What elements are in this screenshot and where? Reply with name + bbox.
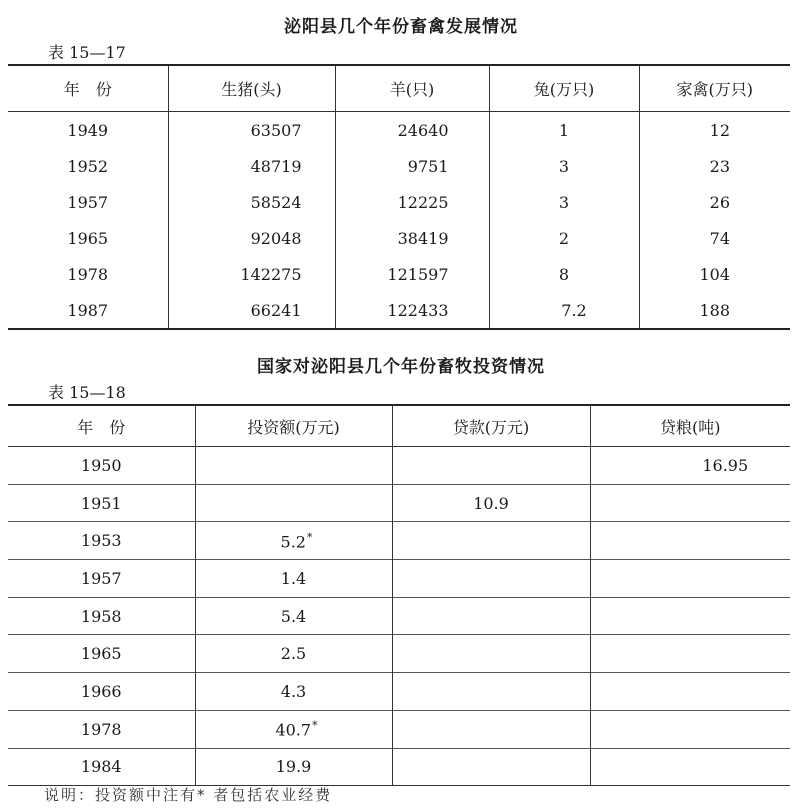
cell-year: 1949 xyxy=(67,120,109,140)
cell-grain-loan xyxy=(590,673,790,711)
table-row xyxy=(8,292,790,329)
cell-poultry: 188 xyxy=(639,292,790,329)
table2-label: 表 15—18 xyxy=(48,383,126,402)
cell-sheep: 38419 xyxy=(335,220,489,256)
cell-poultry: 104 xyxy=(639,256,790,292)
cell-grain-loan xyxy=(590,484,790,522)
header-sheep: 羊(只) xyxy=(335,65,489,112)
cell-investment xyxy=(195,447,392,485)
table2-title: 国家对泌阳县几个年份畜牧投资情况 xyxy=(257,357,545,377)
investment-value: 40.7 xyxy=(275,720,312,740)
cell-year: 1965 xyxy=(67,228,109,248)
cell-rabbits: 8 xyxy=(489,256,639,292)
header-investment: 投资额(万元) xyxy=(195,405,392,447)
cell-pigs: 48719 xyxy=(168,148,335,184)
cell-sheep: 24640 xyxy=(335,112,489,149)
cell-investment: 5.4 xyxy=(195,597,392,635)
table-row xyxy=(8,256,790,292)
cell-investment: 19.9 xyxy=(195,748,392,786)
table-header-row xyxy=(8,65,790,112)
cell-grain-loan xyxy=(590,635,790,673)
cell-year: 1978 xyxy=(67,264,109,284)
table-row xyxy=(8,673,790,711)
cell-investment xyxy=(195,484,392,522)
cell-year: 1958 xyxy=(8,597,195,635)
table-note: 说明：投资额中注有* 者包括农业经费 xyxy=(44,786,333,804)
cell-investment xyxy=(195,710,392,748)
header-loan: 贷款(万元) xyxy=(392,405,590,447)
cell-year: 1953 xyxy=(8,522,195,560)
cell-grain-loan xyxy=(590,597,790,635)
table-row xyxy=(8,184,790,220)
header-year: 年 份 xyxy=(8,65,168,112)
cell-loan xyxy=(392,597,590,635)
table-row xyxy=(8,447,790,485)
cell-year: 1987 xyxy=(67,300,109,320)
cell-loan xyxy=(392,748,590,786)
table-row xyxy=(8,710,790,748)
cell-pigs: 63507 xyxy=(168,112,335,149)
table-row xyxy=(8,748,790,786)
footnote-mark: * xyxy=(312,718,318,732)
table-row xyxy=(8,635,790,673)
cell-loan xyxy=(392,710,590,748)
cell-year: 1951 xyxy=(8,484,195,522)
cell-year: 1957 xyxy=(67,192,109,212)
cell-rabbits: 2 xyxy=(489,220,639,256)
cell-loan xyxy=(392,673,590,711)
cell-rabbits: 7.2 xyxy=(489,292,639,329)
cell-sheep: 122433 xyxy=(335,292,489,329)
table-row xyxy=(8,597,790,635)
cell-loan xyxy=(392,635,590,673)
cell-sheep: 12225 xyxy=(335,184,489,220)
investment-table xyxy=(8,404,790,786)
table-row xyxy=(8,522,790,560)
cell-poultry: 26 xyxy=(639,184,790,220)
cell-poultry: 23 xyxy=(639,148,790,184)
cell-loan xyxy=(392,447,590,485)
cell-pigs: 142275 xyxy=(168,256,335,292)
cell-year: 1950 xyxy=(80,455,122,475)
cell-rabbits: 3 xyxy=(489,184,639,220)
cell-poultry: 12 xyxy=(639,112,790,149)
cell-grain-loan xyxy=(590,522,790,560)
cell-loan: 10.9 xyxy=(392,484,590,522)
cell-pigs: 66241 xyxy=(168,292,335,329)
cell-loan xyxy=(392,560,590,598)
cell-sheep: 121597 xyxy=(335,256,489,292)
header-pigs: 生猪(头) xyxy=(168,65,335,112)
cell-grain-loan xyxy=(590,560,790,598)
table-row xyxy=(8,112,790,149)
cell-investment xyxy=(195,522,392,560)
cell-poultry: 74 xyxy=(639,220,790,256)
cell-year: 1978 xyxy=(8,710,195,748)
table-row xyxy=(8,220,790,256)
cell-investment: 1.4 xyxy=(195,560,392,598)
cell-sheep: 9751 xyxy=(335,148,489,184)
cell-year: 1984 xyxy=(8,748,195,786)
cell-year: 1957 xyxy=(8,560,195,598)
table1-label: 表 15—17 xyxy=(48,43,126,62)
header-grain-loan: 贷粮(吨) xyxy=(590,405,790,447)
cell-year: 1966 xyxy=(8,673,195,711)
table-row xyxy=(8,484,790,522)
cell-grain-loan xyxy=(590,710,790,748)
cell-grain-loan: 16.95 xyxy=(590,447,790,485)
cell-rabbits: 1 xyxy=(489,112,639,149)
table1-title: 泌阳县几个年份畜禽发展情况 xyxy=(284,17,518,37)
cell-investment: 2.5 xyxy=(195,635,392,673)
investment-value: 5.2 xyxy=(280,531,306,551)
table-row xyxy=(8,148,790,184)
cell-pigs: 92048 xyxy=(168,220,335,256)
header-year: 年 份 xyxy=(8,405,195,447)
header-rabbits: 兔(万只) xyxy=(489,65,639,112)
cell-year: 1965 xyxy=(8,635,195,673)
cell-year: 1952 xyxy=(67,156,109,176)
cell-grain-loan xyxy=(590,748,790,786)
cell-rabbits: 3 xyxy=(489,148,639,184)
table-row xyxy=(8,560,790,598)
livestock-table xyxy=(8,64,790,330)
cell-investment: 4.3 xyxy=(195,673,392,711)
cell-pigs: 58524 xyxy=(168,184,335,220)
cell-loan xyxy=(392,522,590,560)
header-poultry: 家禽(万只) xyxy=(639,65,790,112)
table-header-row xyxy=(8,405,790,447)
footnote-mark: * xyxy=(306,530,313,544)
